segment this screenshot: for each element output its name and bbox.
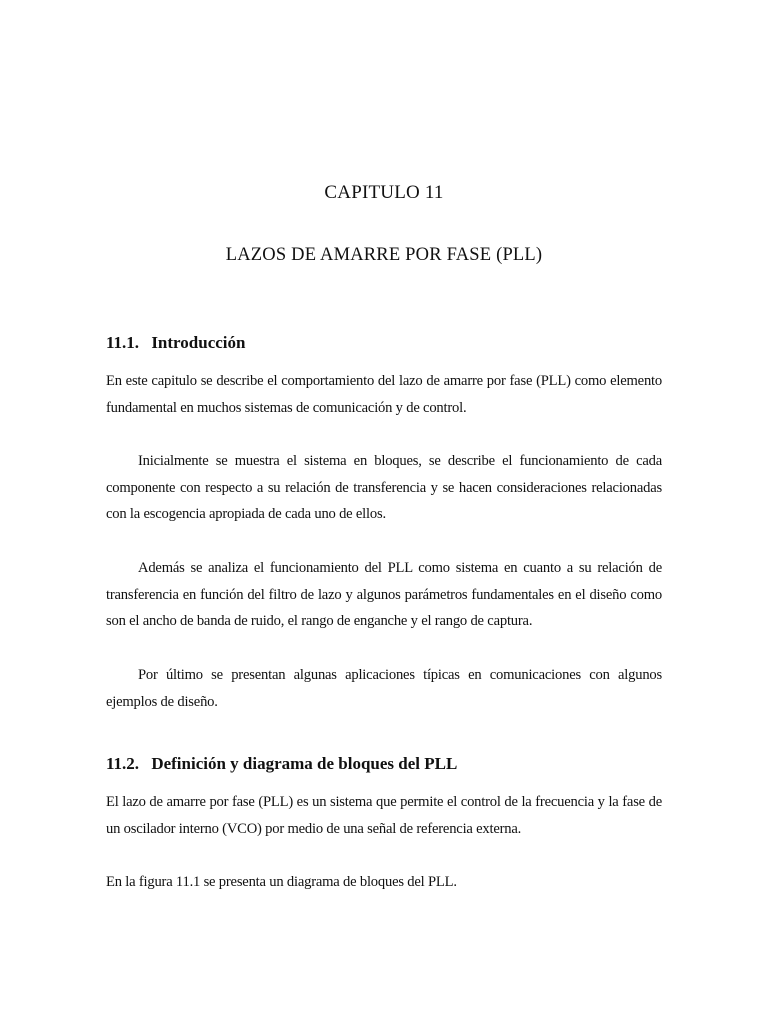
paragraph: Inicialmente se muestra el sistema en bloques, se describe el funcionamiento de cada componente con respecto a su relación de transferencia y se hacen consideraciones relacionadas con la escogencia apropiada de cada uno de ellos. — [106, 453, 662, 523]
section-heading-definicion — [106, 754, 457, 774]
section-title: Definición y diagrama de bloques del PLL — [151, 754, 458, 773]
paragraph: El lazo de amarre por fase (PLL) es un sistema que permite el control de la frecuencia y la fase de un oscilador interno (VCO) por medio de una señal de referencia externa. — [106, 794, 662, 837]
section-number: 11.2. — [106, 754, 140, 773]
paragraph: Además se analiza el funcionamiento del PLL como sistema en cuanto a su relación de transferencia en función del filtro de lazo y algunos parámetros fundamentales en el diseño como son el ancho de banda de ruido, el rango de enganche y el rango de captura. — [106, 560, 662, 630]
section-number: 11.1. — [106, 333, 140, 352]
paragraph: En la figura 11.1 se presenta un diagrama de bloques del PLL. — [106, 874, 457, 890]
chapter-number: CAPITULO 11 — [324, 182, 444, 203]
chapter-title: LAZOS DE AMARRE POR FASE (PLL) — [225, 245, 543, 265]
section-title: Introducción — [151, 333, 246, 352]
paragraph: En este capitulo se describe el comportamiento del lazo de amarre por fase (PLL) como elemento fundamental en muchos sistemas de comunicación y de control. — [106, 373, 662, 416]
section-heading-introduccion — [106, 333, 245, 353]
paragraph: Por último se presentan algunas aplicaciones típicas en comunicaciones con algunos ejemplos de diseño. — [106, 667, 662, 710]
